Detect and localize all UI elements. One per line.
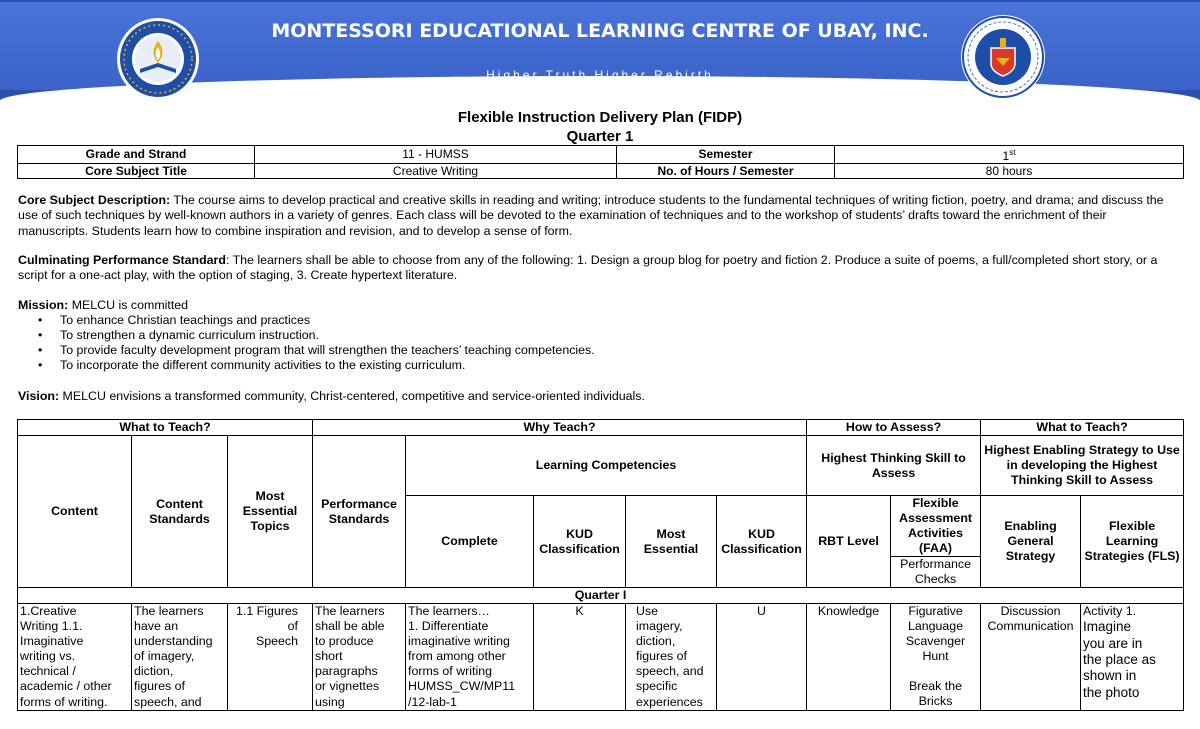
culminating-label: Culminating Performance Standard (18, 253, 226, 267)
document-title: Flexible Instruction Delivery Plan (FIDP) (457, 109, 743, 126)
cell-content: 1.Creative Writing 1.1. Imaginative writing vs. technical / academic / other forms of writing. (18, 604, 132, 711)
culminating-text: : The learners shall be able to choose from any of the following: 1. Design a group blog for poetry and fiction 2. Produce a suite of poems, a full/completed short story, or a script for a one-act play, with the option of staging, 3. Create hypertext literature. (18, 253, 1158, 283)
group-what-to-teach-2: What to Teach? (981, 420, 1184, 436)
cell-rbt: Knowledge (807, 604, 891, 711)
vision-text: MELCU envisions a transformed community, Christ-centered, competitive and service-oriented individuals. (59, 389, 645, 403)
cell-most-essential: Use imagery, diction, figures of speech, and specific experiences (626, 604, 717, 711)
cell-topics: 1.1 Figures of Speech (228, 604, 313, 711)
school-name: MONTESSORI EDUCATIONAL LEARNING CENTRE OF UBAY, INC. (271, 20, 929, 42)
header-complete: Complete (406, 496, 534, 588)
header-highest-thinking-skill: Highest Thinking Skill to Assess (807, 436, 981, 496)
header-rbt-level: RBT Level (807, 496, 891, 588)
cell-performance-standards: The learners shall be able to produce short paragraphs or vignettes using (313, 604, 406, 711)
description-text: The course aims to develop practical and creative skills in reading and writing; introduce students to the fundamental techniques of writing fiction, poetry, and drama; and discuss the use of such techniques by well-known authors in a variety of genres. Each class will be devoted to the examination of techniques and to the workshop of students’ drafts toward the enrichment of their manuscripts. Students learn how to combine inspiration and revision, and to develop a sense of form. (18, 193, 1164, 238)
semester-value: 1 (1002, 149, 1010, 163)
mission-label: Mission: (18, 298, 69, 312)
core-subject-value: Creative Writing (255, 164, 617, 179)
core-subject-label: Core Subject Title (18, 164, 255, 179)
quarter-row: Quarter I (18, 588, 1184, 604)
info-table (17, 145, 1184, 179)
quarter-title: Quarter 1 (566, 128, 634, 145)
description-label: Core Subject Description: (18, 193, 171, 207)
mission-intro: MELCU is committed (68, 298, 189, 312)
table-row (18, 604, 1184, 711)
group-what-to-teach: What to Teach? (18, 420, 313, 436)
header-most-essential: Most Essential (626, 496, 717, 588)
header-content-standards: Content Standards (132, 436, 228, 588)
group-why-teach: Why Teach? (313, 420, 807, 436)
mission-item: • To strengthen a dynamic curriculum instruction. (38, 328, 319, 343)
vision-label: Vision: (18, 389, 60, 403)
header-kud-classification: KUD Classification (717, 496, 807, 588)
deped-seal-icon (960, 14, 1046, 100)
cell-kud: K (534, 604, 626, 711)
cell-kud: U (717, 604, 807, 711)
cell-complete: The learners… 1. Differentiate imaginative writing from among other forms of writing HUMSS_CW/MP11 /12-lab-1 (406, 604, 534, 711)
header-banner (0, 0, 1200, 100)
semester-cell (835, 146, 1184, 164)
group-how-to-assess: How to Assess? (807, 420, 981, 436)
header-fls: Flexible Learning Strategies (FLS) (1081, 496, 1184, 588)
semester-suffix: st (1009, 148, 1016, 157)
mission-item: • To incorporate the different community activities to the existing curriculum. (38, 358, 465, 373)
vision (18, 389, 1178, 404)
mission-item: • To provide faculty development program that will strengthen the teachers’ teaching competencies. (38, 343, 595, 358)
core-subject-description (18, 193, 1178, 239)
semester-label: Semester (617, 146, 835, 164)
header-enabling-general-strategy: Enabling General Strategy (981, 496, 1081, 588)
grade-strand-value: 11 - HUMSS (255, 146, 617, 164)
school-logo-icon (116, 17, 200, 101)
hours-label: No. of Hours / Semester (617, 164, 835, 179)
cell-faa: Figurative Language Scavenger Hunt Break the Bricks (891, 604, 981, 711)
cell-strategy: Discussion Communication (981, 604, 1081, 711)
mission-item: • To enhance Christian teachings and practices (38, 313, 310, 328)
header-most-essential-topics: Most Essential Topics (228, 436, 313, 588)
grade-strand-label: Grade and Strand (18, 146, 255, 164)
header-learning-competencies: Learning Competencies (406, 436, 807, 496)
mission (18, 298, 1178, 313)
hours-value: 80 hours (835, 164, 1184, 179)
fidp-table (17, 419, 1184, 711)
header-performance-checks: Performance Checks (891, 557, 981, 588)
header-faa: Flexible Assessment Activities (FAA) (891, 496, 981, 557)
culminating-standard (18, 253, 1178, 284)
school-motto (300, 64, 900, 74)
cell-content-standards: The learners have an understanding of imagery, diction, figures of speech, and (132, 604, 228, 711)
header-kud-classification: KUD Classification (534, 496, 626, 588)
header-performance-standards: Performance Standards (313, 436, 406, 588)
cell-fls: Activity 1. Imagine you are in the place as shown in the photo (1081, 604, 1184, 711)
header-highest-enabling-strategy: Highest Enabling Strategy to Use in developing the Highest Thinking Skill to Assess (981, 436, 1184, 496)
header-content: Content (18, 436, 132, 588)
